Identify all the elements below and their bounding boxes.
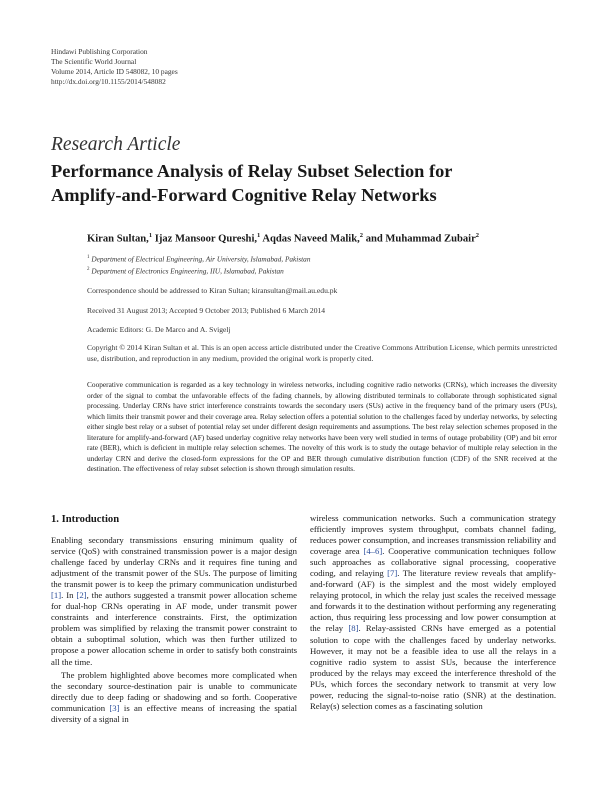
- citation-link[interactable]: [8]: [348, 623, 359, 634]
- author-affil-mark: 2: [359, 232, 364, 239]
- article-dates: Received 31 August 2013; Accepted 9 October 2013; Published 6 March 2014: [87, 306, 326, 315]
- correspondence: Correspondence should be addressed to Kiran Sultan; kiransultan@mail.au.edu.pk: [87, 286, 338, 295]
- affiliation-number: 1: [87, 255, 90, 260]
- body-text: . The literature review reveals that amplify-and-forward (AF) is the simplest and the most widely employed relaying protocol, in which the relay just scales the received message and forwards it to the destination without performing any regenerating action, thus requiring less processing and low power consumption at the relay: [310, 568, 556, 634]
- affiliation-item: [87, 253, 557, 265]
- author-name: Aqdas Naveed Malik,: [262, 233, 360, 245]
- journal-header: [51, 47, 351, 87]
- author-affil-mark: 1: [148, 232, 153, 239]
- body-text: . In: [61, 590, 77, 601]
- title-line-1: Performance Analysis of Relay Subset Selection for: [51, 161, 453, 181]
- affiliations: [87, 253, 557, 277]
- copyright-notice: Copyright © 2014 Kiran Sultan et al. This is an open access article distributed under the Creative Commons Attribution License, which permits unrestricted use, distribution, and reproduction in any medium, provided the original work is properly cited.: [87, 343, 557, 363]
- title-line-2: Amplify-and-Forward Cognitive Relay Networks: [51, 185, 437, 205]
- body-text: , the authors suggested a transmit power allocation scheme for dual-hop CRNs operating in AF mode, under transmit power constraints and interference constraints. First, the optimization problem was simplified by relaxing the transmit power constraint to obtain a suboptimal solution, which was then further utilized to propose a power allocation scheme in order to satisfy both constraints all the time.: [51, 590, 297, 667]
- article-title: [51, 159, 571, 207]
- abstract: Cooperative communication is regarded as a key technology in wireless networks, including cognitive radio networks (CRNs), which increases the diversity order of the signal to combat the unfavorable effects of the fading channels, by allowing distributed terminals to collaborate through sophisticated signal processing. Underlay CRNs have strict interference constraints towards the secondary users (SUs) active in the frequency band of the primary users (PUs), which limits their transmit power and their coverage area. Relay selection offers a potential solution to the challenges faced by underlay networks, by selecting either single best relay or a subset of potential relay set under different design requirements and assumptions. The best relay selection schemes proposed in the literature for amplify-and-forward (AF) based underlay cognitive relay networks have been very well studied in terms of outage probability (OP) and bit error rate (BER), which is deficient in multiple relay selection schemes. The novelty of this work is to study the outage behavior of multiple relay selection in the underlay CRN and derive the closed-form expressions for the OP and BER through cumulative distribution function (CDF) of the SNR received at the destination. The effectiveness of relay subset selection is shown through simulation results.: [87, 380, 557, 474]
- body-column-left: [51, 535, 297, 725]
- section-heading: 1. Introduction: [51, 514, 120, 525]
- citation-link[interactable]: [1]: [51, 590, 62, 601]
- body-text: Enabling secondary transmissions ensuring minimum quality of service (QoS) with constrained transmission power is a major design challenge faced by underlay CRNs and it requires fine tuning and adjustment of the transmit power of the SUs. The purpose of limiting the transmit power is to keep the primary communication undisturbed: [51, 535, 297, 590]
- affiliation-item: [87, 265, 557, 277]
- body-text: is an effective means of increasing the spatial diversity of a signal in: [51, 702, 298, 724]
- affiliation-number: 2: [87, 266, 90, 272]
- journal-name: The Scientific World Journal: [51, 57, 137, 66]
- author-name: Ijaz Mansoor Qureshi,: [154, 233, 258, 245]
- body-text: The problem highlighted above becomes more complicated when the secondary source-destination pair is unable to communicate directly due to deep fading or shadowing and so forth. Cooperative communication: [51, 669, 297, 713]
- author-name: Kiran Sultan,: [87, 233, 149, 245]
- citation-link[interactable]: [2]: [76, 590, 87, 601]
- author-name: and Muhammad Zubair: [365, 233, 476, 245]
- body-column-right: [310, 513, 556, 712]
- author-affil-mark: 2: [475, 232, 480, 239]
- doi-link[interactable]: http://dx.doi.org/10.1155/2014/548082: [51, 77, 166, 86]
- body-paragraph: [310, 513, 556, 712]
- citation-link[interactable]: [3]: [109, 702, 120, 713]
- affiliation-text: Department of Electronics Engineering, IIU, Islamabad, Pakistan: [91, 266, 284, 276]
- citation-link[interactable]: [7]: [387, 568, 398, 579]
- body-paragraph: [51, 535, 297, 668]
- body-text: . Cooperative communication techniques follow such approaches as collaborative signal processing, cooperative coding, and relaying: [310, 546, 556, 579]
- publisher-name: Hindawi Publishing Corporation: [51, 47, 148, 56]
- author-affil-mark: 1: [257, 232, 261, 239]
- body-paragraph: [51, 670, 297, 725]
- article-type: Research Article: [51, 134, 181, 155]
- volume-info: Volume 2014, Article ID 548082, 10 pages: [51, 67, 178, 76]
- citation-link[interactable]: [4–6]: [363, 546, 383, 557]
- author-list: [87, 232, 587, 245]
- affiliation-text: Department of Electrical Engineering, Air University, Islamabad, Pakistan: [91, 254, 311, 264]
- body-text: . Relay-assisted CRNs have emerged as a potential solution to cope with the challenges faced by underlay networks. However, it may not be a feasible idea to use all the relays in a cognitive radio system to assist SUs, because the interference produced by the relays may exceed the interference threshold of the PUs, which forces the secondary network to transmit at very low power, reducing the signal-to-noise ratio (SNR) at the destination. Relay(s) selection comes as a fascinating solution: [310, 623, 556, 711]
- academic-editors: Academic Editors: G. De Marco and A. Svigelj: [87, 325, 231, 334]
- body-text: wireless communication networks. Such a communication strategy efficiently improves system throughput, combats channel fading, reduces power consumption, and increases transmission reliability and coverage area: [310, 513, 556, 557]
